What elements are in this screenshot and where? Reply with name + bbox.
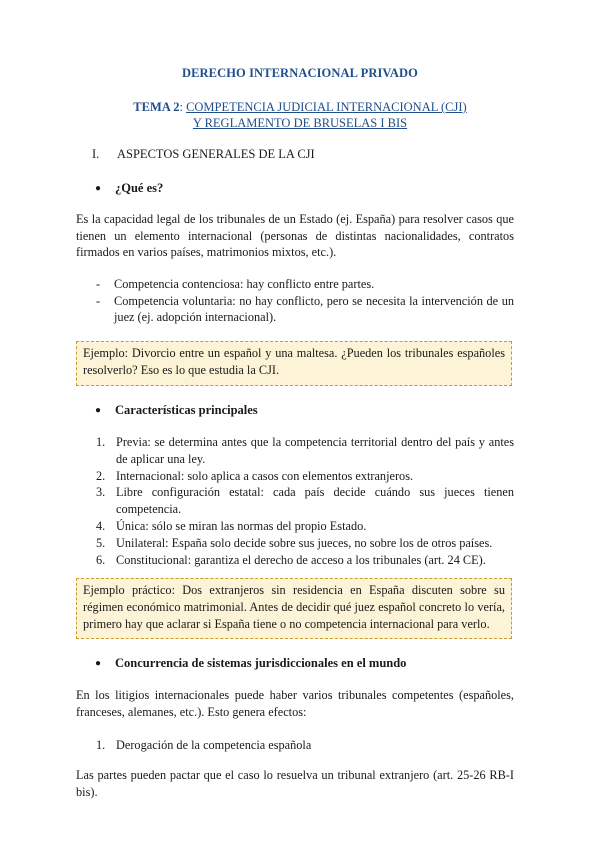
example-box-practical: Ejemplo práctico: Dos extranjeros sin residencia en España discuten sobre su régimen económico matrimonial. Antes de decidir qué juez español concreto lo vería, primero hay que aclarar si España tiene o no competencia internacional para verlo. <box>76 578 512 639</box>
competence-type-list <box>96 276 514 326</box>
topic-title-line1 <box>0 99 600 115</box>
paragraph-derogacion: Las partes pueden pactar que el caso lo resuelva un tribunal extranjero (art. 25-26 RB-I bis). <box>76 768 514 799</box>
bullet-icon: ● <box>95 405 102 416</box>
characteristics-list <box>96 434 514 568</box>
list-number: 2. <box>96 468 106 483</box>
list-item <box>96 434 514 468</box>
list-item-text: Única: sólo se miran las normas del propio Estado. <box>116 518 367 533</box>
list-item-text: Unilateral: España solo decide sobre sus jueces, no sobre los de otros países. <box>116 535 493 550</box>
dash-marker: - <box>96 277 101 291</box>
topic-colon: : <box>179 100 183 114</box>
list-item <box>96 518 514 535</box>
list-item-text: Internacional: solo aplica a casos con elementos extranjeros. <box>116 468 414 483</box>
list-number: 5. <box>96 535 106 550</box>
list-item <box>96 276 514 293</box>
list-number: 3. <box>96 485 106 500</box>
subheading-text: Características principales <box>115 403 258 417</box>
list-number: 6. <box>96 552 106 567</box>
section-heading <box>92 147 315 162</box>
document-title: DERECHO INTERNACIONAL PRIVADO <box>181 66 419 80</box>
list-item-text: Competencia contenciosa: hay conflicto entre partes. <box>114 277 375 291</box>
topic-title-line2 <box>0 115 600 131</box>
dash-marker: - <box>96 293 101 308</box>
bullet-icon: ● <box>95 658 102 669</box>
topic-name-line1: COMPETENCIA JUDICIAL INTERNACIONAL (CJI) <box>186 100 467 114</box>
bullet-icon: ● <box>95 183 102 194</box>
list-number: 4. <box>96 518 106 533</box>
list-item <box>96 468 514 485</box>
subheading-text: Concurrencia de sistemas jurisdiccionales en el mundo <box>115 656 407 670</box>
list-item-text: Competencia voluntaria: no hay conflicto, pero se necesita la intervención de un juez (ej. adopción internacional). <box>114 293 514 324</box>
section-number: I. <box>92 147 100 161</box>
subheading-concurrencia <box>95 656 406 671</box>
topic-label: TEMA 2 <box>133 100 180 114</box>
list-item <box>96 737 514 754</box>
list-item-text: Derogación de la competencia española <box>116 738 312 752</box>
list-item-text: Previa: se determina antes que la competencia territorial dentro del país y antes de aplicar una ley. <box>116 435 514 466</box>
subheading-que-es <box>95 181 163 196</box>
list-number: 1. <box>96 738 106 752</box>
list-number: 1. <box>96 435 106 449</box>
paragraph-concurrencia: En los litigios internacionales puede haber varios tribunales competentes (españoles, franceses, alemanes, etc.). Esto genera efectos: <box>76 688 514 719</box>
subheading-text: ¿Qué es? <box>115 181 164 195</box>
topic-title <box>0 99 600 131</box>
list-item <box>96 535 514 552</box>
paragraph-definition: Es la capacidad legal de los tribunales de un Estado (ej. España) para resolver casos que tienen un elemento internacional (personas de distintas nacionalidades, contratos firmados en varios países, matrimonios mixtos, etc.). <box>76 212 514 259</box>
list-item <box>96 293 514 326</box>
list-item-text: Constitucional: garantiza el derecho de acceso a los tribunales (art. 24 CE). <box>116 552 486 567</box>
list-item-text: Libre configuración estatal: cada país decide cuándo sus jueces tienen competencia. <box>116 485 514 517</box>
section-title: ASPECTOS GENERALES DE LA CJI <box>117 147 315 161</box>
topic-name-line2: Y REGLAMENTO DE BRUSELAS I BIS <box>192 116 408 130</box>
effects-list <box>96 737 514 754</box>
subheading-caracteristicas <box>95 403 258 418</box>
example-box: Ejemplo: Divorcio entre un español y una maltesa. ¿Pueden los tribunales españoles resolverlo? Eso es lo que estudia la CJI. <box>76 341 512 386</box>
list-item <box>96 552 514 569</box>
list-item <box>96 484 514 518</box>
